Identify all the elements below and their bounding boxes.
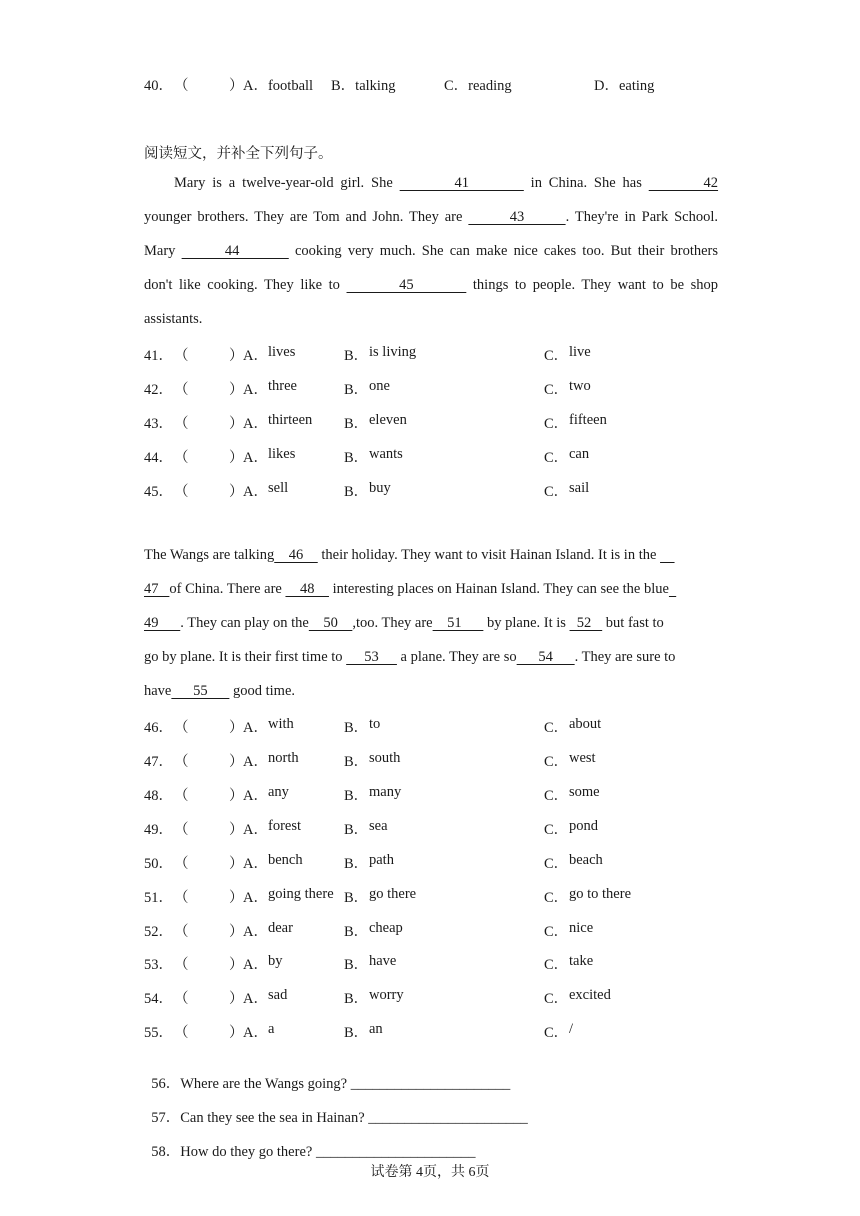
page-footer: 试卷第 4页，共 6页 bbox=[370, 1165, 490, 1180]
option-a: dear bbox=[268, 920, 293, 936]
question-number: 56． bbox=[151, 1076, 181, 1092]
option-c-label: C． bbox=[544, 890, 569, 906]
option-c: two bbox=[569, 378, 591, 394]
answer-paren-open: （ bbox=[174, 788, 189, 804]
option-a-label: A． bbox=[243, 382, 268, 398]
option-b-label: B． bbox=[344, 348, 369, 364]
option-b-label: B． bbox=[344, 416, 369, 432]
blank-44: 44 bbox=[181, 243, 289, 259]
option-c-label: C． bbox=[544, 788, 569, 804]
option-a-label: A． bbox=[243, 416, 268, 432]
option-c-label: C． bbox=[544, 957, 569, 973]
answer-paren-open: （ bbox=[174, 720, 189, 736]
answer-paren-close: ） bbox=[229, 856, 244, 872]
option-c-label: C． bbox=[544, 924, 569, 940]
option-c: pond bbox=[569, 818, 598, 834]
answer-paren-open: （ bbox=[174, 924, 189, 940]
option-b-label: B． bbox=[344, 1025, 369, 1041]
blank-52: 52 bbox=[569, 615, 603, 631]
answer-paren-open: （ bbox=[174, 78, 189, 94]
option-c: fifteen bbox=[569, 412, 607, 428]
option-a-label: A． bbox=[243, 856, 268, 872]
answer-paren-close: ） bbox=[229, 788, 244, 804]
answer-paren-close: ） bbox=[229, 78, 244, 94]
answer-paren-close: ） bbox=[229, 991, 244, 1007]
option-a: likes bbox=[268, 446, 296, 462]
blank-47: 47 bbox=[144, 581, 170, 597]
option-b: buy bbox=[369, 480, 391, 496]
answer-paren-close: ） bbox=[229, 890, 244, 906]
passage-line: younger brothers. They are Tom and John. They are 43 . They're in Park School. bbox=[144, 209, 719, 225]
option-c-label: C． bbox=[544, 348, 569, 364]
answer-paren-open: （ bbox=[174, 856, 189, 872]
blank-43: 43 bbox=[468, 209, 566, 225]
option-a: north bbox=[268, 750, 299, 766]
option-a: a bbox=[268, 1021, 275, 1037]
answer-paren-open: （ bbox=[174, 1025, 189, 1041]
option-a: lives bbox=[268, 344, 296, 360]
answer-paren-close: ） bbox=[229, 416, 244, 432]
option-b: B．talking bbox=[331, 78, 396, 94]
option-b-label: B． bbox=[344, 788, 369, 804]
option-b: worry bbox=[369, 987, 404, 1003]
option-c: about bbox=[569, 716, 602, 732]
question-number: 57． bbox=[151, 1110, 181, 1126]
question-number: 40． bbox=[144, 78, 173, 94]
option-b: an bbox=[369, 1021, 383, 1037]
option-b: is living bbox=[369, 344, 417, 360]
question-number: 53． bbox=[144, 957, 173, 973]
option-c-label: C． bbox=[544, 822, 569, 838]
option-b-label: B． bbox=[344, 856, 369, 872]
passage-line: assistants. bbox=[144, 311, 203, 327]
option-a: going there bbox=[268, 886, 334, 902]
question-number: 55． bbox=[144, 1025, 173, 1041]
question-number: 50． bbox=[144, 856, 173, 872]
option-c: / bbox=[569, 1021, 574, 1037]
option-b: have bbox=[369, 953, 397, 969]
passage-line: don't like cooking. They like to 45 things to people. They want to be shop bbox=[144, 277, 719, 293]
answer-paren-open: （ bbox=[174, 484, 189, 500]
answer-paren-open: （ bbox=[174, 991, 189, 1007]
answer-paren-close: ） bbox=[229, 450, 244, 466]
answer-paren-open: （ bbox=[174, 416, 189, 432]
option-c-label: C． bbox=[544, 1025, 569, 1041]
option-c-label: C． bbox=[544, 450, 569, 466]
answer-paren-open: （ bbox=[174, 957, 189, 973]
blank-47-start bbox=[660, 547, 675, 563]
option-d: D．eating bbox=[594, 78, 655, 94]
blank-42: 42 bbox=[648, 175, 719, 191]
option-c-label: C． bbox=[544, 856, 569, 872]
option-a-label: A． bbox=[243, 788, 268, 804]
option-a-label: A． bbox=[243, 484, 268, 500]
option-c: take bbox=[569, 953, 594, 969]
question-number: 43． bbox=[144, 416, 173, 432]
option-b-label: B． bbox=[344, 924, 369, 940]
option-a-label: A． bbox=[243, 991, 268, 1007]
option-a: thirteen bbox=[268, 412, 313, 428]
blank-41: 41 bbox=[399, 175, 524, 191]
answer-paren-close: ） bbox=[229, 924, 244, 940]
blank-51: 51 bbox=[432, 615, 484, 631]
passage-line: Mary is a twelve-year-old girl. She 41 in China. She has 42 bbox=[174, 175, 719, 191]
passage-line: go by plane. It is their first time to 53 a plane. They are so 54 . They are sure to bbox=[144, 649, 676, 665]
option-b: south bbox=[369, 750, 401, 766]
question-number: 58． bbox=[151, 1144, 181, 1160]
question-number: 47． bbox=[144, 754, 173, 770]
option-b-label: B． bbox=[344, 890, 369, 906]
answer-paren-open: （ bbox=[174, 450, 189, 466]
option-b-label: B． bbox=[344, 382, 369, 398]
option-b-label: B． bbox=[344, 754, 369, 770]
option-a: any bbox=[268, 784, 289, 800]
answer-blank[interactable]: ______________________ bbox=[315, 1144, 476, 1160]
option-b: path bbox=[369, 852, 394, 868]
option-a: with bbox=[268, 716, 294, 732]
option-a: bench bbox=[268, 852, 303, 868]
question-58 bbox=[144, 1123, 475, 1161]
passage-line: have 55 good time. bbox=[144, 683, 296, 699]
option-a-label: A． bbox=[243, 1025, 268, 1041]
option-c: west bbox=[569, 750, 596, 766]
blank-54: 54 bbox=[516, 649, 575, 665]
option-a: by bbox=[268, 953, 283, 969]
option-a: three bbox=[268, 378, 297, 394]
option-c: excited bbox=[569, 987, 611, 1003]
answer-paren-close: ） bbox=[229, 1025, 244, 1041]
blank-55: 55 bbox=[171, 683, 230, 699]
option-a-label: A． bbox=[243, 754, 268, 770]
option-b: wants bbox=[369, 446, 403, 462]
option-a: sad bbox=[268, 987, 288, 1003]
option-c: sail bbox=[569, 480, 590, 496]
answer-paren-open: （ bbox=[174, 382, 189, 398]
option-a-label: A． bbox=[243, 720, 268, 736]
option-c-label: C． bbox=[544, 991, 569, 1007]
answer-blank[interactable]: ______________________ bbox=[350, 1076, 511, 1092]
question-text: Can they see the sea in Hainan? bbox=[180, 1110, 365, 1126]
blank-53: 53 bbox=[346, 649, 397, 665]
question-number: 51． bbox=[144, 890, 173, 906]
question-text: Where are the Wangs going? bbox=[180, 1076, 348, 1092]
option-a: sell bbox=[268, 480, 289, 496]
answer-paren-open: （ bbox=[174, 890, 189, 906]
blank-45: 45 bbox=[346, 277, 467, 293]
option-a-label: A． bbox=[243, 348, 268, 364]
blank-49: 49 bbox=[144, 615, 181, 631]
option-c-label: C． bbox=[544, 484, 569, 500]
option-b-label: B． bbox=[344, 991, 369, 1007]
passage-line: The Wangs are talking 46 their holiday. They want to visit Hainan Island. It is in the bbox=[144, 547, 718, 564]
question-number: 46． bbox=[144, 720, 173, 736]
option-b-label: B． bbox=[344, 957, 369, 973]
option-b: sea bbox=[369, 818, 388, 834]
question-number: 41． bbox=[144, 348, 173, 364]
blank-46: 46 bbox=[274, 547, 318, 563]
option-c: C．reading bbox=[444, 78, 512, 94]
option-c: live bbox=[569, 344, 591, 360]
option-c: nice bbox=[569, 920, 594, 936]
option-a: forest bbox=[268, 818, 302, 834]
question-number: 42． bbox=[144, 382, 173, 398]
answer-blank[interactable]: ______________________ bbox=[368, 1110, 528, 1126]
option-b-label: B． bbox=[344, 822, 369, 838]
question-number: 45． bbox=[144, 484, 173, 500]
section-instruction: 阅读短文，并补全下列句子。 bbox=[144, 146, 333, 162]
question-number: 52． bbox=[144, 924, 173, 940]
option-c: can bbox=[569, 446, 590, 462]
blank-48: 48 bbox=[285, 581, 329, 597]
option-c: go to there bbox=[569, 886, 632, 902]
answer-paren-close: ） bbox=[229, 382, 244, 398]
question-number: 44． bbox=[144, 450, 173, 466]
option-c-label: C． bbox=[544, 382, 569, 398]
blank-50: 50 bbox=[308, 615, 353, 631]
question-number: 54． bbox=[144, 991, 173, 1007]
question-text: How do they go there? bbox=[180, 1144, 313, 1160]
question-57 bbox=[144, 1089, 528, 1127]
answer-paren-open: （ bbox=[174, 822, 189, 838]
option-a-label: A． bbox=[243, 924, 268, 940]
blank-49-start bbox=[669, 581, 676, 597]
option-c-label: C． bbox=[544, 754, 569, 770]
option-b: cheap bbox=[369, 920, 403, 936]
answer-paren-open: （ bbox=[174, 754, 189, 770]
option-a-label: A． bbox=[243, 890, 268, 906]
option-c: beach bbox=[569, 852, 603, 868]
option-b: one bbox=[369, 378, 390, 394]
answer-paren-close: ） bbox=[229, 957, 244, 973]
answer-paren-close: ） bbox=[229, 754, 244, 770]
question-56 bbox=[144, 1055, 510, 1093]
option-c: some bbox=[569, 784, 600, 800]
answer-paren-open: （ bbox=[174, 348, 189, 364]
option-a-label: A． bbox=[243, 957, 268, 973]
option-b: go there bbox=[369, 886, 417, 902]
option-a-label: A． bbox=[243, 822, 268, 838]
answer-paren-close: ） bbox=[229, 720, 244, 736]
question-number: 49． bbox=[144, 822, 173, 838]
answer-paren-close: ） bbox=[229, 822, 244, 838]
answer-paren-close: ） bbox=[229, 484, 244, 500]
option-b: many bbox=[369, 784, 402, 800]
option-b-label: B． bbox=[344, 720, 369, 736]
passage-line: 47 of China. There are 48 interesting places on Hainan Island. They can see the blue bbox=[144, 581, 718, 598]
option-a-label: A． bbox=[243, 450, 268, 466]
answer-paren-close: ） bbox=[229, 348, 244, 364]
option-b-label: B． bbox=[344, 484, 369, 500]
passage-line: Mary 44 cooking very much. She can make nice cakes too. But their brothers bbox=[144, 243, 719, 259]
option-c-label: C． bbox=[544, 416, 569, 432]
question-number: 48． bbox=[144, 788, 173, 804]
passage-line: 49 . They can play on the 50 ,too. They are 51 by plane. It is 52 but fast to bbox=[144, 615, 664, 631]
option-b-label: B． bbox=[344, 450, 369, 466]
option-b: eleven bbox=[369, 412, 407, 428]
option-a: A．football bbox=[243, 78, 314, 94]
option-c-label: C． bbox=[544, 720, 569, 736]
option-b: to bbox=[369, 716, 381, 732]
